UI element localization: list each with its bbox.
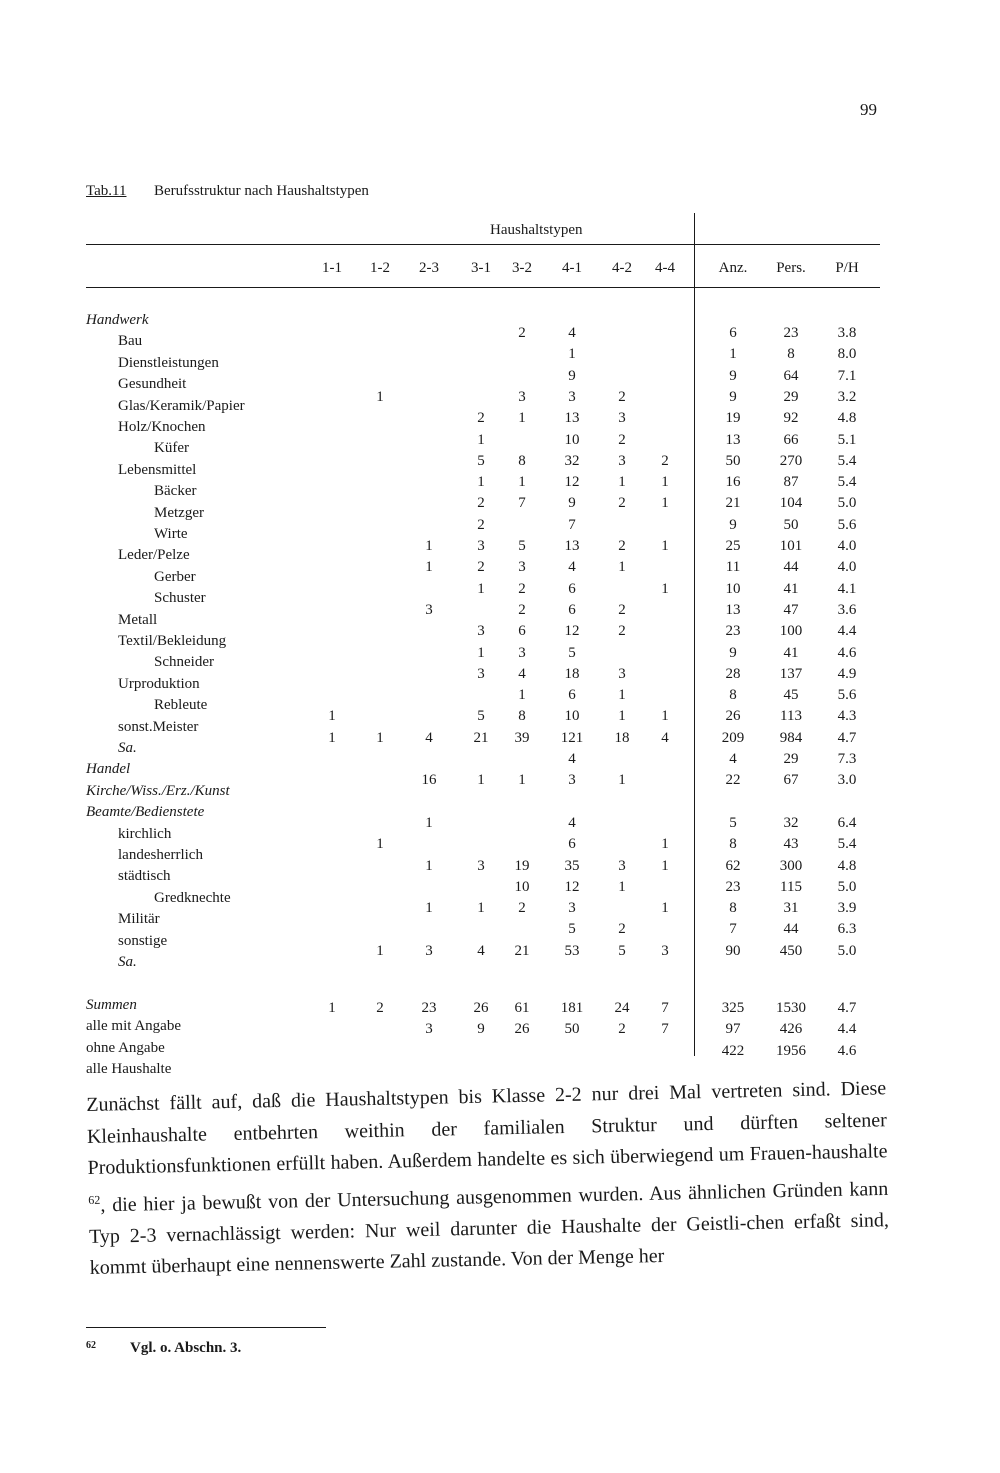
table-cell: 44 bbox=[783, 559, 799, 576]
table-cell: 1 bbox=[477, 580, 485, 597]
row-label: alle mit Angabe bbox=[86, 1018, 181, 1035]
table-cell: 5 bbox=[568, 644, 576, 661]
table-cell: 1 bbox=[376, 942, 384, 959]
table-cell: 4 bbox=[568, 751, 576, 767]
table-cell: 4.9 bbox=[837, 665, 857, 682]
table-cell: 101 bbox=[779, 538, 803, 554]
row-label: Gesundheit bbox=[118, 376, 187, 393]
page-number: 99 bbox=[860, 100, 877, 119]
col-header-stat: Anz. bbox=[718, 260, 748, 276]
table-cell: 1 bbox=[477, 431, 485, 448]
row-label: kirchlich bbox=[118, 825, 172, 842]
table-cell: 7 bbox=[661, 1021, 669, 1038]
table-cell: 13 bbox=[564, 410, 580, 427]
table-cell: 1 bbox=[518, 410, 526, 427]
row-label: Handel bbox=[86, 761, 131, 778]
table-cell: 19 bbox=[514, 857, 530, 874]
table-cell: 2 bbox=[477, 495, 485, 512]
table-cell: 64 bbox=[783, 367, 799, 384]
table-cell: 5.1 bbox=[837, 431, 857, 448]
table-cell: 19 bbox=[725, 410, 741, 427]
paragraph-part-2: , die hier ja bewußt von der Untersuchung ausgenommen wurden. Aus ähnlichen Gründen kann Typ 2-3 vernachlässigt werden: Nur weil darunter die Haushalte der Geistli-chen erfaßt sind, kommt überhaupt eine nennenswerte Zahl zustande. Von der Menge her bbox=[88, 1177, 890, 1280]
table-cell: 41 bbox=[783, 580, 799, 597]
table-cell: 1 bbox=[425, 538, 433, 554]
table-cell: 29 bbox=[783, 751, 799, 767]
table-cell: 2 bbox=[477, 410, 485, 427]
table-cell: 7.1 bbox=[837, 367, 857, 384]
table-cell: 4.0 bbox=[837, 538, 857, 554]
table-cell: 35 bbox=[564, 857, 580, 874]
table-cell: 1530 bbox=[776, 1000, 806, 1016]
row-label: Urproduktion bbox=[118, 675, 200, 692]
table-cell: 1 bbox=[425, 814, 433, 831]
table-cell: 984 bbox=[779, 729, 803, 746]
table-cell: 1 bbox=[618, 878, 626, 895]
table-cell: 9 bbox=[729, 367, 737, 384]
table-cell: 1 bbox=[477, 644, 485, 661]
table-cell: 1 bbox=[729, 346, 737, 363]
table-cell: 2 bbox=[477, 559, 485, 576]
table-cell: 1 bbox=[618, 687, 626, 704]
table-cell: 10 bbox=[564, 708, 580, 725]
table-cell: 1 bbox=[477, 474, 485, 491]
table-cell: 12 bbox=[564, 474, 580, 491]
table-cell: 5 bbox=[729, 814, 737, 831]
table-cell: 4 bbox=[729, 751, 737, 767]
table-cell: 1 bbox=[661, 900, 669, 917]
table-cell: 29 bbox=[783, 388, 799, 405]
table-cell: 2 bbox=[618, 601, 626, 618]
table-cell: 1 bbox=[328, 729, 336, 746]
table-cell: 270 bbox=[779, 452, 803, 469]
table-cell: 3 bbox=[618, 410, 626, 427]
table-cell: 10 bbox=[514, 878, 530, 895]
table-cell: 22 bbox=[725, 772, 741, 789]
table-cell: 6 bbox=[518, 623, 526, 640]
table-cell: 2 bbox=[618, 623, 626, 640]
row-label: Metzger bbox=[154, 504, 204, 521]
table-cell: 4.7 bbox=[837, 729, 857, 746]
table-cell: 2 bbox=[477, 516, 485, 533]
table-cell: 2 bbox=[618, 495, 626, 512]
row-label: ohne Angabe bbox=[86, 1039, 165, 1056]
col-header-stat: P/H bbox=[835, 260, 859, 276]
table-cell: 5 bbox=[618, 942, 626, 959]
table-cell: 137 bbox=[779, 665, 803, 682]
table-cell: 23 bbox=[725, 878, 741, 895]
row-label: alle Haushalte bbox=[86, 1061, 172, 1077]
table-cell: 2 bbox=[518, 900, 526, 917]
table-cell: 66 bbox=[783, 431, 799, 448]
col-header-1-2: 1-2 bbox=[370, 260, 390, 276]
table-cell: 44 bbox=[783, 921, 799, 938]
col-header-4-1: 4-1 bbox=[562, 260, 582, 276]
row-label: Kirche/Wiss./Erz./Kunst bbox=[86, 782, 230, 799]
rule-vertical bbox=[694, 244, 695, 1056]
table-cell: 4.6 bbox=[837, 644, 857, 661]
table-cell: 1 bbox=[425, 900, 433, 917]
table-cell: 18 bbox=[564, 665, 580, 682]
table-cell: 5 bbox=[568, 921, 576, 938]
table-cell: 209 bbox=[721, 729, 745, 746]
row-label: Holz/Knochen bbox=[118, 419, 206, 435]
table-cell: 5 bbox=[518, 538, 526, 554]
row-label: Glas/Keramik/Papier bbox=[118, 397, 245, 414]
table-cell: 1 bbox=[376, 388, 384, 405]
table-cell: 3 bbox=[477, 623, 485, 640]
col-header-2-3: 2-3 bbox=[419, 260, 439, 276]
table-cell: 4.6 bbox=[837, 1042, 857, 1059]
table-cell: 5 bbox=[477, 452, 485, 469]
table-cell: 4.3 bbox=[837, 708, 857, 725]
table-cell: 1 bbox=[618, 474, 626, 491]
col-header-3-2: 3-2 bbox=[512, 260, 532, 276]
row-label: Bau bbox=[118, 333, 143, 350]
table-cell: 11 bbox=[725, 559, 741, 576]
col-header-3-1: 3-1 bbox=[471, 260, 491, 276]
table-cell: 3.0 bbox=[837, 772, 857, 789]
table-cell: 1 bbox=[376, 836, 384, 853]
table-cell: 8 bbox=[518, 452, 526, 469]
table-cell: 16 bbox=[725, 474, 741, 491]
table-cell: 10 bbox=[725, 580, 741, 597]
table-cell: 6 bbox=[568, 601, 576, 618]
table-cell: 25 bbox=[725, 538, 741, 554]
table-cell: 1 bbox=[376, 729, 384, 746]
table-cell: 53 bbox=[564, 942, 580, 959]
table-cell: 7 bbox=[568, 516, 576, 533]
row-label: Rebleute bbox=[154, 697, 208, 714]
table-cell: 8.0 bbox=[837, 346, 857, 363]
table-cell: 7 bbox=[661, 1000, 669, 1016]
table-cell: 50 bbox=[783, 516, 799, 533]
table-cell: 4.1 bbox=[837, 580, 857, 597]
table-cell: 1 bbox=[328, 708, 336, 725]
table-cell: 21 bbox=[725, 495, 741, 512]
table-number: Tab.11 bbox=[86, 183, 127, 199]
row-label: Schneider bbox=[154, 654, 214, 671]
table-cell: 3 bbox=[425, 601, 433, 618]
table-cell: 2 bbox=[618, 388, 626, 405]
table-cell: 1 bbox=[425, 857, 433, 874]
table-cell: 5 bbox=[477, 708, 485, 725]
table-cell: 5.6 bbox=[837, 516, 857, 533]
table-cell: 4 bbox=[568, 559, 576, 576]
table-cell: 1 bbox=[328, 1000, 336, 1016]
table-cell: 1 bbox=[477, 900, 485, 917]
table-cell: 5.4 bbox=[837, 474, 857, 491]
table-cell: 9 bbox=[568, 495, 576, 512]
table-cell: 87 bbox=[783, 474, 799, 491]
table-cell: 6 bbox=[568, 580, 576, 597]
table-cell: 67 bbox=[783, 772, 799, 789]
table-cell: 1 bbox=[518, 687, 526, 704]
table-cell: 1 bbox=[618, 708, 626, 725]
table-cell: 50 bbox=[564, 1021, 580, 1038]
table-cell: 1 bbox=[661, 580, 669, 597]
table-cell: 3 bbox=[618, 452, 626, 469]
row-label: Metall bbox=[118, 611, 158, 628]
table-cell: 32 bbox=[783, 814, 799, 831]
row-label: sonstige bbox=[118, 932, 168, 949]
table-cell: 426 bbox=[779, 1021, 803, 1038]
table-cell: 1 bbox=[661, 495, 669, 512]
table-cell: 5.0 bbox=[837, 942, 857, 959]
table-cell: 121 bbox=[560, 729, 584, 746]
table-cell: 3 bbox=[661, 942, 669, 959]
table-cell: 50 bbox=[725, 452, 741, 469]
table-cell: 4.8 bbox=[837, 857, 857, 874]
table-cell: 1956 bbox=[776, 1042, 806, 1059]
table-cell: 9 bbox=[729, 516, 737, 533]
table-cell: 4 bbox=[568, 325, 576, 341]
row-label: Küfer bbox=[154, 440, 189, 457]
table-cell: 18 bbox=[614, 729, 630, 746]
table-cell: 2 bbox=[661, 452, 669, 469]
table-cell: 5.4 bbox=[837, 452, 857, 469]
table-cell: 1 bbox=[661, 538, 669, 554]
body-paragraph bbox=[86, 1073, 890, 1284]
table-cell: 3 bbox=[618, 857, 626, 874]
col-header-1-1: 1-1 bbox=[322, 260, 342, 276]
table-cell: 26 bbox=[725, 708, 741, 725]
row-label: Gredknechte bbox=[154, 889, 231, 906]
table-cell: 4.7 bbox=[837, 1000, 857, 1016]
table-cell: 13 bbox=[725, 601, 741, 618]
table-cell: 2 bbox=[518, 325, 526, 341]
row-label: Sa. bbox=[118, 954, 137, 970]
table-cell: 3.9 bbox=[837, 900, 857, 917]
table-cell: 23 bbox=[783, 325, 799, 341]
table-cell: 3 bbox=[568, 388, 576, 405]
table-cell: 3.2 bbox=[837, 388, 857, 405]
table-cell: 7 bbox=[518, 495, 526, 512]
table-cell: 4 bbox=[518, 665, 526, 682]
footnote-number: 62 bbox=[86, 1340, 96, 1351]
table-cell: 3 bbox=[568, 772, 576, 789]
table-cell: 21 bbox=[514, 942, 530, 959]
table-cell: 325 bbox=[721, 1000, 745, 1016]
table-cell: 62 bbox=[725, 857, 741, 874]
table-cell: 7.3 bbox=[837, 751, 857, 767]
table-cell: 3 bbox=[518, 559, 526, 576]
row-label: Leder/Pelze bbox=[118, 547, 190, 564]
table-cell: 2 bbox=[376, 1000, 384, 1016]
footnote-text: Vgl. o. Abschn. 3. bbox=[130, 1340, 242, 1356]
table-cell: 26 bbox=[514, 1021, 530, 1038]
row-label: Militär bbox=[118, 911, 160, 928]
table-cell: 4 bbox=[568, 814, 576, 831]
row-label: Beamte/Bedienstete bbox=[86, 804, 205, 821]
row-label: Summen bbox=[86, 996, 137, 1013]
table-cell: 6.4 bbox=[837, 814, 857, 831]
table-cell: 2 bbox=[618, 1021, 626, 1038]
table-cell: 9 bbox=[729, 644, 737, 661]
rule-vertical-header bbox=[694, 213, 695, 244]
row-label: städtisch bbox=[118, 868, 171, 885]
table-cell: 24 bbox=[614, 1000, 630, 1016]
table-cell: 115 bbox=[780, 878, 802, 895]
table-cell: 21 bbox=[473, 729, 489, 746]
table-cell: 8 bbox=[729, 900, 737, 917]
table-cell: 2 bbox=[618, 538, 626, 554]
table-cell: 1 bbox=[618, 772, 626, 789]
table-cell: 7 bbox=[729, 921, 737, 938]
table-cell: 1 bbox=[618, 559, 626, 576]
row-label: landesherrlich bbox=[118, 847, 203, 863]
table-cell: 4 bbox=[661, 729, 669, 746]
table-cell: 113 bbox=[780, 708, 802, 725]
table-cell: 4 bbox=[477, 942, 485, 959]
table-cell: 28 bbox=[725, 665, 741, 682]
table-cell: 1 bbox=[661, 857, 669, 874]
table-cell: 1 bbox=[661, 836, 669, 853]
table-cell: 9 bbox=[729, 388, 737, 405]
row-label: Textil/Bekleidung bbox=[118, 633, 227, 649]
table-cell: 3 bbox=[425, 1021, 433, 1038]
table-cell: 97 bbox=[725, 1021, 741, 1038]
row-label: Schuster bbox=[154, 590, 206, 607]
table-cell: 3.8 bbox=[837, 325, 857, 341]
table-cell: 47 bbox=[783, 601, 799, 618]
table-cell: 12 bbox=[564, 878, 580, 895]
table-cell: 10 bbox=[564, 431, 580, 448]
row-label: Dienstleistungen bbox=[118, 354, 219, 371]
rule-top bbox=[86, 244, 880, 245]
table-cell: 9 bbox=[568, 367, 576, 384]
table-cell: 90 bbox=[725, 942, 741, 959]
table-cell: 1 bbox=[661, 708, 669, 725]
footnote bbox=[86, 1340, 241, 1357]
table-cell: 4 bbox=[425, 729, 433, 746]
table-cell: 422 bbox=[721, 1042, 745, 1059]
table-cell: 3 bbox=[477, 538, 485, 554]
table-cell: 6.3 bbox=[837, 921, 857, 938]
table-caption bbox=[86, 183, 369, 200]
table-cell: 450 bbox=[779, 942, 803, 959]
row-label: Gerber bbox=[154, 568, 196, 585]
table-cell: 6 bbox=[568, 687, 576, 704]
col-header-4-2: 4-2 bbox=[612, 260, 632, 276]
table-cell: 1 bbox=[568, 346, 576, 363]
row-label: Wirte bbox=[154, 526, 188, 542]
table-cell: 2 bbox=[518, 580, 526, 597]
table-cell: 100 bbox=[779, 623, 803, 640]
table-cell: 5.4 bbox=[837, 836, 857, 853]
table-cell: 6 bbox=[729, 325, 737, 341]
table-cell: 5.6 bbox=[837, 687, 857, 704]
table-title: Berufsstruktur nach Haushaltstypen bbox=[153, 183, 369, 199]
table-cell: 8 bbox=[518, 708, 526, 725]
table-cell: 5.0 bbox=[837, 495, 857, 512]
table-cell: 23 bbox=[725, 623, 741, 640]
table-cell: 2 bbox=[618, 921, 626, 938]
footnote-reference[interactable]: 62 bbox=[88, 1192, 101, 1207]
row-label: Sa. bbox=[118, 740, 137, 756]
table-cell: 31 bbox=[783, 900, 799, 917]
table-cell: 61 bbox=[514, 1000, 530, 1016]
table-cell: 3 bbox=[518, 388, 526, 405]
table-cell: 1 bbox=[661, 474, 669, 491]
table-cell: 8 bbox=[787, 346, 795, 363]
row-label: Handwerk bbox=[86, 312, 149, 328]
col-header-stat: Pers. bbox=[776, 260, 806, 276]
table-cell: 92 bbox=[783, 410, 799, 427]
table-cell: 4.8 bbox=[837, 410, 857, 427]
table-cell: 181 bbox=[560, 1000, 584, 1016]
row-label: Bäcker bbox=[154, 483, 197, 500]
table-cell: 26 bbox=[473, 1000, 489, 1016]
table-cell: 300 bbox=[779, 857, 803, 874]
table-cell: 1 bbox=[518, 772, 526, 789]
table-cell: 41 bbox=[783, 644, 799, 661]
row-label: Lebensmittel bbox=[118, 461, 197, 478]
table-cell: 2 bbox=[618, 431, 626, 448]
table-cell: 5.0 bbox=[837, 878, 857, 895]
table-cell: 8 bbox=[729, 687, 737, 704]
table-cell: 16 bbox=[421, 772, 437, 789]
table-cell: 13 bbox=[564, 538, 580, 554]
table-cell: 12 bbox=[564, 623, 580, 640]
table-cell: 2 bbox=[518, 601, 526, 618]
rule-header-bottom bbox=[86, 287, 880, 288]
table-cell: 3 bbox=[618, 665, 626, 682]
table-cell: 3 bbox=[568, 900, 576, 917]
table-cell: 32 bbox=[564, 452, 580, 469]
table-cell: 6 bbox=[568, 836, 576, 853]
table-cell: 23 bbox=[421, 1000, 437, 1016]
table-cell: 45 bbox=[783, 687, 799, 704]
table-cell: 8 bbox=[729, 836, 737, 853]
table-cell: 3 bbox=[477, 857, 485, 874]
table-cell: 104 bbox=[779, 495, 803, 512]
table-cell: 9 bbox=[477, 1021, 485, 1038]
table-cell: 3 bbox=[425, 942, 433, 959]
table-cell: 13 bbox=[725, 431, 741, 448]
table-cell: 43 bbox=[783, 836, 799, 853]
table-cell: 4.4 bbox=[837, 1021, 857, 1038]
paragraph-part-1: Zunächst fällt auf, daß die Haushaltstypen bis Klasse 2-2 nur drei Mal vertreten sind. Diese Kleinhaushalte entbehrten weithin der familialen Struktur und dürften seltener Produktionsfunktionen erfüllt haben. Außerdem handelte es sich überwiegend um Frauen-haushalte bbox=[86, 1077, 888, 1179]
row-label: sonst.Meister bbox=[118, 718, 199, 735]
table-cell: 3.6 bbox=[837, 601, 857, 618]
group-header: Haushaltstypen bbox=[490, 222, 583, 238]
table-cell: 3 bbox=[518, 644, 526, 661]
footnote-rule bbox=[86, 1327, 326, 1328]
table-cell: 39 bbox=[514, 729, 530, 746]
table-cell: 3 bbox=[477, 665, 485, 682]
table-cell: 4.0 bbox=[837, 559, 857, 576]
table-cell: 1 bbox=[477, 772, 485, 789]
col-header-4-4: 4-4 bbox=[655, 260, 675, 276]
table-cell: 4.4 bbox=[837, 623, 857, 640]
table-cell: 1 bbox=[425, 559, 433, 576]
table-cell: 1 bbox=[518, 474, 526, 491]
